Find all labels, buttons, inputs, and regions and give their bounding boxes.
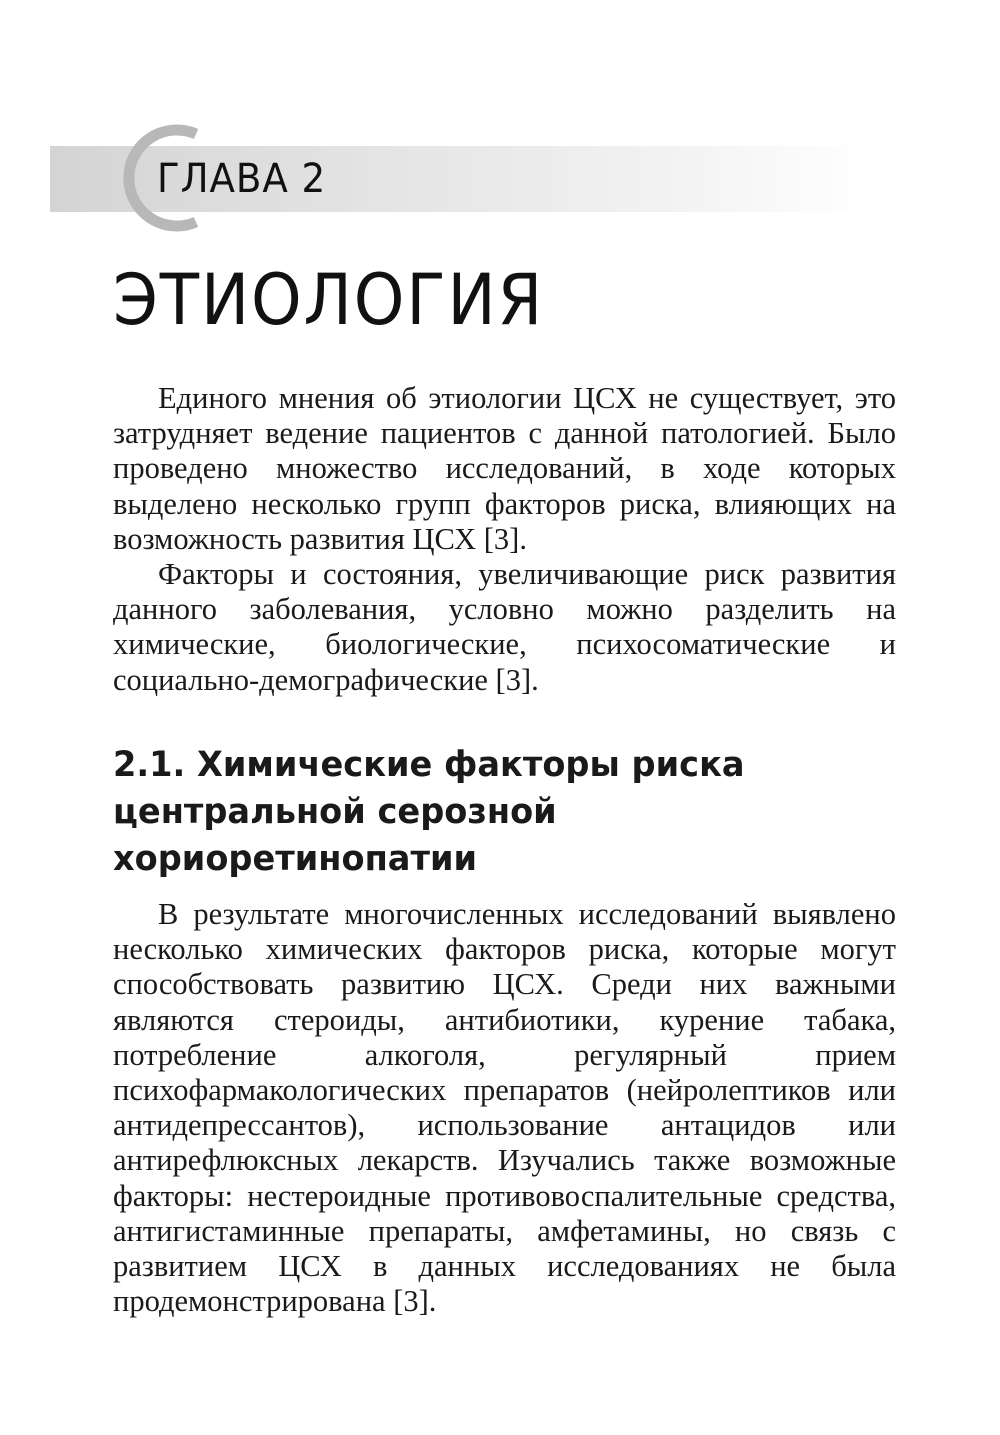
section-text — [113, 897, 896, 1319]
intro-paragraph: Факторы и состояния, увеличивающие риск развития данного заболевания, условно можно разделить на химические, биологические, психосоматические и социально-демографические [3]. — [113, 557, 896, 697]
section-paragraph: В результате многочисленных исследований выявлено несколько химических факторов риска, которые могут способствовать развитию ЦСХ. Среди них важными являются стероиды, антибиотики, курение табака, потребление алкоголя, регулярный прием психофармакологических препаратов (нейролептиков или антидепрессантов), использование антацидов или антирефлюксных лекарств. Изучались также возможные факторы: нестероидные противовоспалительные средства, антигистаминные препараты, амфетамины, но связь с развитием ЦСХ в данных исследованиях не была продемонстрирована [3]. — [113, 897, 896, 1319]
intro-paragraph: Единого мнения об этиологии ЦСХ не существует, это затрудняет ведение пациентов с данной патологией. Было проведено множество исследований, в ходе которых выделено несколько групп факторов риска, влияющих на возможность развития ЦСХ [3]. — [113, 381, 896, 556]
chapter-label: ГЛАВА 2 — [157, 156, 327, 202]
chapter-title: ЭТИОЛОГИЯ — [113, 259, 545, 341]
intro-text — [113, 381, 896, 698]
section-heading: 2.1. Химические факторы риска центральной серозной хориоретинопатии — [113, 745, 745, 879]
